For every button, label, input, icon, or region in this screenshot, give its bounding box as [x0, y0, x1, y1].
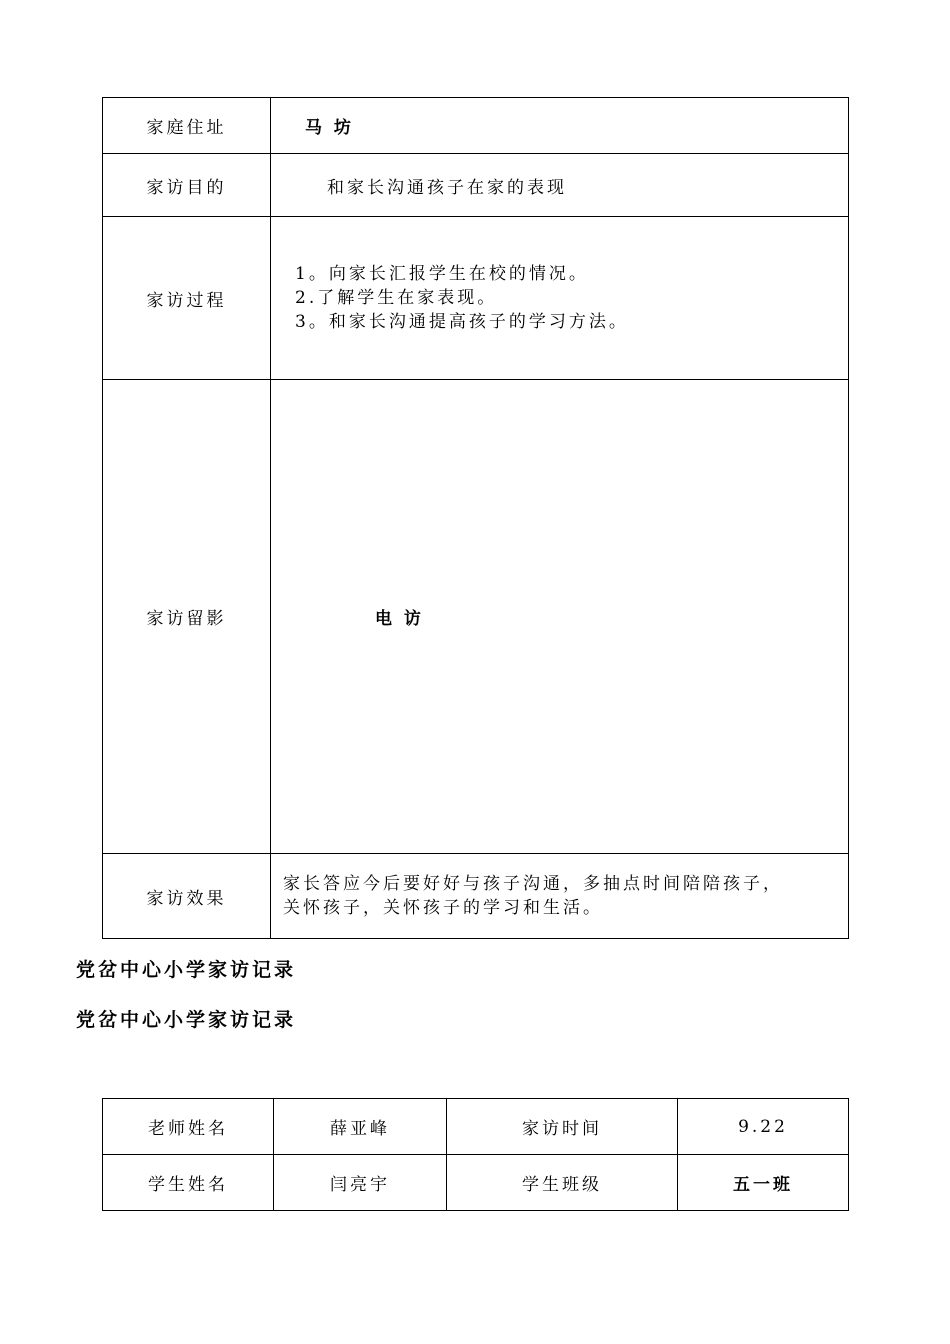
- home-visit-record-table: [102, 97, 849, 939]
- result-value: [271, 854, 849, 939]
- process-label: 家访过程: [103, 217, 271, 380]
- teacher-label: 老师姓名: [103, 1099, 274, 1155]
- process-value: [271, 217, 849, 380]
- student-label: 学生姓名: [103, 1155, 274, 1211]
- student-value: 闫亮宇: [273, 1155, 446, 1211]
- address-value: 马 坊: [271, 98, 849, 154]
- process-line: 1。向家长汇报学生在校的情况。: [295, 264, 589, 284]
- visit-info-table: [102, 1098, 849, 1211]
- result-line: 关怀孩子，关怀孩子的学习和生活。: [283, 898, 603, 918]
- class-value: 五一班: [677, 1155, 848, 1211]
- result-line: 家长答应今后要好好与孩子沟通，多抽点时间陪陪孩子，: [283, 874, 783, 894]
- process-line: 3。和家长沟通提高孩子的学习方法。: [295, 312, 629, 332]
- teacher-value: 薛亚峰: [273, 1099, 446, 1155]
- address-label: 家庭住址: [103, 98, 271, 154]
- teacher-row: [103, 1099, 849, 1155]
- school-visit-heading: 党岔中心小学家访记录: [76, 1009, 297, 1031]
- purpose-label: 家访目的: [103, 154, 271, 217]
- student-row: [103, 1155, 849, 1211]
- process-row: [103, 217, 849, 380]
- photo-label: 家访留影: [103, 380, 271, 854]
- process-line: 2.了解学生在家表现。: [295, 288, 498, 308]
- result-row: [103, 854, 849, 939]
- time-label: 家访时间: [446, 1099, 677, 1155]
- photo-row: [103, 380, 849, 854]
- photo-value: 电 访: [271, 380, 849, 854]
- school-visit-heading: 党岔中心小学家访记录: [76, 959, 297, 981]
- time-value: 9.22: [677, 1099, 848, 1155]
- address-row: [103, 98, 849, 154]
- purpose-row: [103, 154, 849, 217]
- class-label: 学生班级: [446, 1155, 677, 1211]
- purpose-value: 和家长沟通孩子在家的表现: [271, 154, 849, 217]
- result-label: 家访效果: [103, 854, 271, 939]
